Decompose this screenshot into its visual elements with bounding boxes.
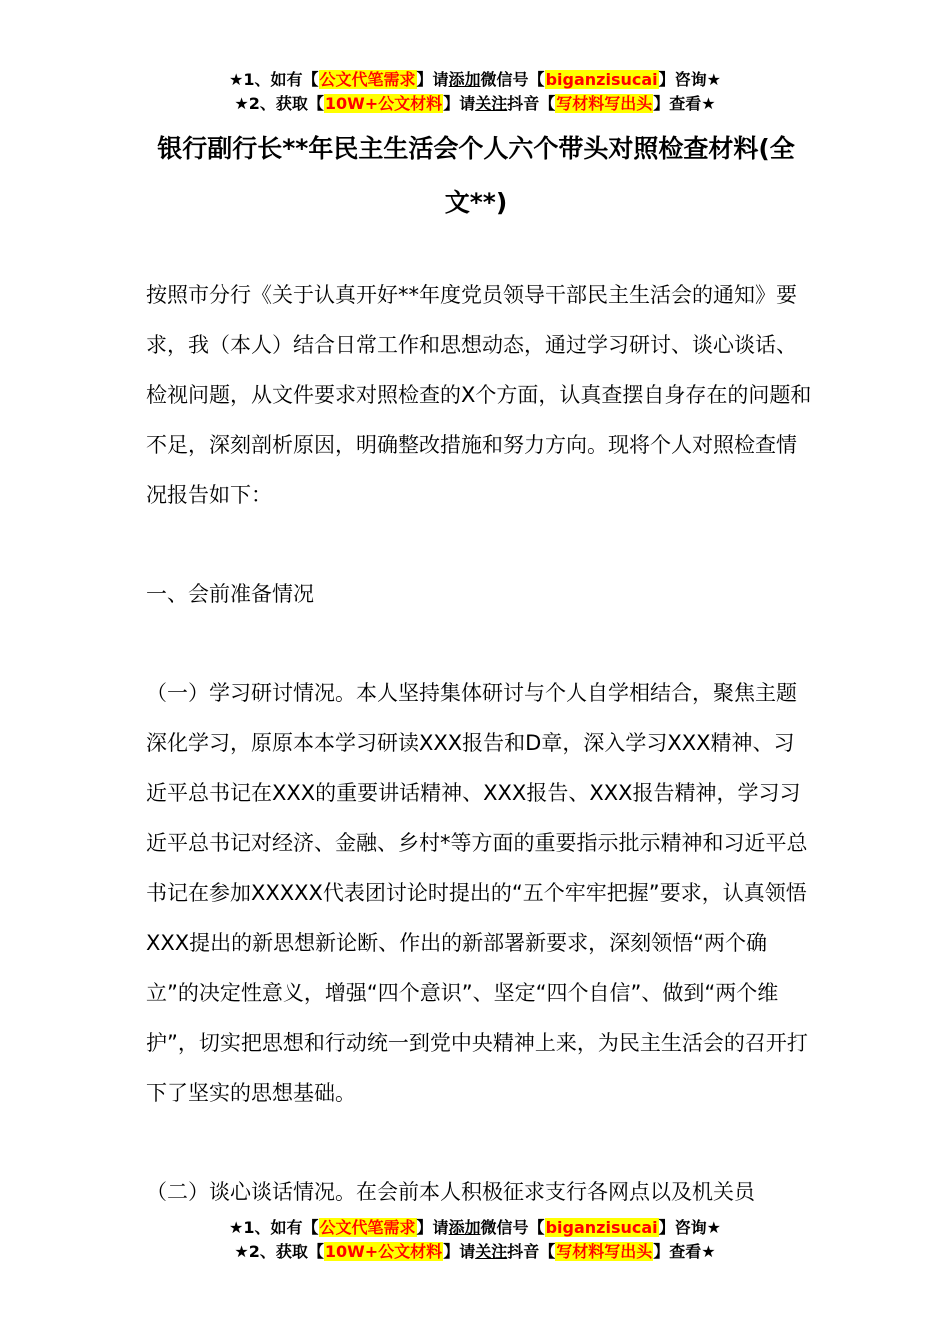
ad-text: 抖音【	[507, 1242, 556, 1261]
ad-text: ★1、如有【	[229, 1218, 319, 1237]
document-title: 银行副行长**年民主生活会个人六个带头对照检查材料(全文**)	[157, 134, 795, 217]
ad-text: 抖音【	[507, 94, 556, 113]
ad-text: ★2、获取【	[234, 1242, 324, 1261]
paragraph-spacer	[146, 520, 814, 569]
ad-line-1	[0, 68, 950, 92]
ad-text: 】查看★	[653, 94, 716, 113]
intro-paragraph: 按照市分行《关于认真开好**年度党员领导干部民主生活会的通知》要求，我（本人）结合日常工作和思想动态，通过学习研讨、谈心谈话、检视问题，从文件要求对照检查的X个方面，认真查摆自身存在的问题和不足，深刻剖析原因，明确整改措施和努力方向。现将个人对照检查情况报告如下：	[146, 283, 812, 507]
paragraph-spacer	[146, 619, 814, 668]
ad-banner-bottom	[0, 1216, 950, 1264]
ad-underline: 关注	[475, 94, 508, 113]
ad-text: 微信号【	[480, 1218, 545, 1237]
ad-line-2	[0, 92, 950, 116]
ad-text: 】请	[416, 70, 449, 89]
ad-text: 】咨询★	[658, 70, 721, 89]
ad-text: 】咨询★	[658, 1218, 721, 1237]
ad-text: 】请	[443, 94, 476, 113]
ad-underline: 关注	[475, 1242, 508, 1261]
ad-highlight: 写材料写出头	[556, 1242, 653, 1261]
ad-highlight: 公文代笔需求	[319, 1218, 416, 1237]
ad-highlight: 10W+公文材料	[324, 94, 443, 113]
talk-paragraph: （二）谈心谈话情况。在会前本人积极征求支行各网点以及机关员	[146, 1180, 755, 1204]
ad-underline: 添加	[448, 1218, 481, 1237]
ad-line-2	[0, 1240, 950, 1264]
ad-highlight: 10W+公文材料	[324, 1242, 443, 1261]
ad-highlight: 公文代笔需求	[319, 70, 416, 89]
ad-banner-top	[0, 68, 950, 116]
ad-text: ★2、获取【	[234, 94, 324, 113]
section-heading: 一、会前准备情况	[146, 582, 314, 606]
study-paragraph: （一）学习研讨情况。本人坚持集体研讨与个人自学相结合，聚焦主题深化学习，原原本本学习研读XXX报告和D章，深入学习XXX精神、习近平总书记在XXX的重要讲话精神、XXX报告、XXX报告精神，学习习近平总书记对经济、金融、乡村*等方面的重要指示批示精神和习近平总书记在参加XXXXX代表团讨论时提出的“五个牢牢把握”要求，认真领悟XXX提出的新思想新论断、作出的新部署新要求，深刻领悟“两个确立”的决定性意义，增强“四个意识”、坚定“四个自信”、做到“两个维护”，切实把思想和行动统一到党中央精神上来，为民主生活会的召开打下了坚实的思想基础。	[146, 681, 808, 1105]
ad-text: 微信号【	[480, 70, 545, 89]
document-body	[146, 270, 814, 1217]
paragraph-spacer	[146, 1118, 814, 1167]
ad-underline: 添加	[448, 70, 481, 89]
ad-line-1	[0, 1216, 950, 1240]
ad-text: 】请	[416, 1218, 449, 1237]
ad-highlight: 写材料写出头	[556, 94, 653, 113]
ad-text: 】请	[443, 1242, 476, 1261]
ad-text: ★1、如有【	[229, 70, 319, 89]
ad-highlight: biganzisucai	[545, 1218, 658, 1237]
ad-text: 】查看★	[653, 1242, 716, 1261]
ad-highlight: biganzisucai	[545, 70, 658, 89]
